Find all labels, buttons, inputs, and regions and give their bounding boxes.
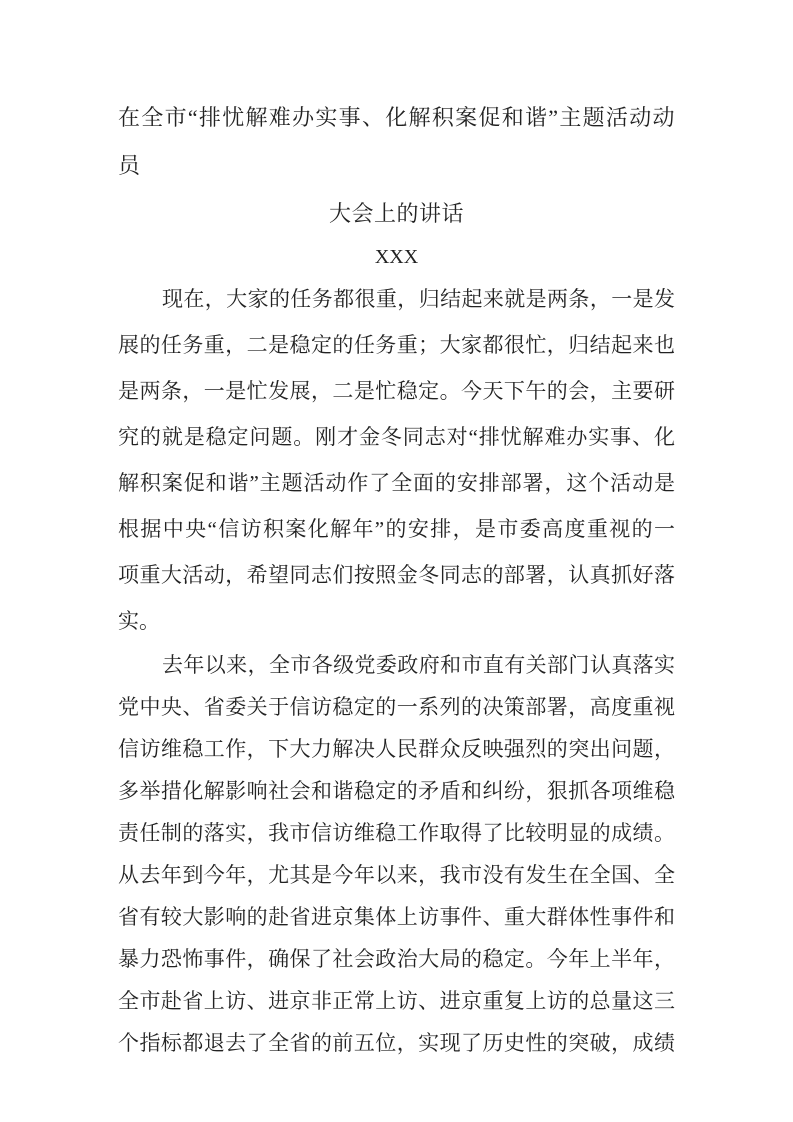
text-line: 责任制的落实，我市信访维稳工作取得了比较明显的成绩。 — [118, 821, 675, 845]
text-line: 现在，大家的任务都很重，归结起来就是两条，一是发 — [162, 287, 675, 311]
text-line: 去年以来，全市各级党委政府和市直有关部门认真落实 — [162, 653, 675, 677]
title-line-2: 大会上的讲话 — [328, 201, 464, 226]
text-line: 多举措化解影响社会和谐稳定的矛盾和纠纷，狠抓各项维稳 — [118, 779, 675, 803]
text-line: 个指标都退去了全省的前五位，实现了历史性的突破，成绩 — [118, 1031, 675, 1055]
document-body — [118, 276, 675, 1064]
text-line: 党中央、省委关于信访稳定的一系列的决策部署，高度重视 — [118, 695, 675, 719]
text-line: 项重大活动，希望同志们按照金冬同志的部署，认真抓好落 — [118, 563, 675, 587]
text-line: 展的任务重，二是稳定的任务重；大家都很忙，归结起来也 — [118, 333, 675, 357]
text-line: 全市赴省上访、进京非正常上访、进京重复上访的总量这三 — [118, 989, 675, 1013]
text-line: 根据中央“信访积案化解年”的安排，是市委高度重视的一 — [118, 517, 675, 541]
document-content — [118, 0, 675, 1064]
text-line: 究的就是稳定问题。刚才金冬同志对“排忧解难办实事、化 — [118, 425, 675, 449]
paragraph-2 — [118, 644, 675, 1064]
text-line: 从去年到今年，尤其是今年以来，我市没有发生在全国、全 — [118, 863, 675, 887]
document-title — [118, 0, 675, 238]
author-name: XXX — [374, 246, 419, 268]
text-line: 信访维稳工作，下大力解决人民群众反映强烈的突出问题， — [118, 737, 675, 761]
text-line: 是两条，一是忙发展，二是忙稳定。今天下午的会，主要研 — [118, 379, 675, 403]
paragraph-1 — [118, 276, 675, 644]
title-line-1: 在全市“排忧解难办实事、化解积案促和谐”主题活动动员 — [118, 105, 675, 178]
text-line: 省有较大影响的赴省进京集体上访事件、重大群体性事件和 — [118, 905, 675, 929]
text-line: 解积案促和谐”主题活动作了全面的安排部署，这个活动是 — [118, 471, 675, 495]
text-line: 暴力恐怖事件，确保了社会政治大局的稳定。今年上半年， — [118, 947, 675, 971]
text-line: 实。 — [118, 609, 160, 633]
